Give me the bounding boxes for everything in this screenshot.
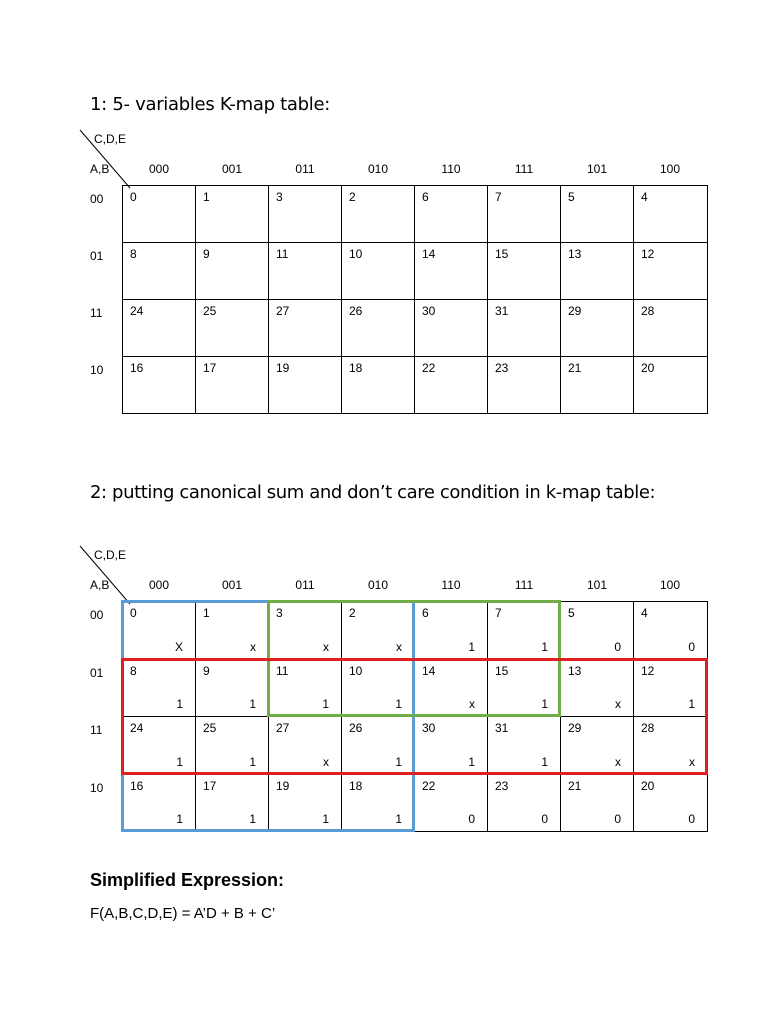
- row-header: 00: [90, 192, 104, 206]
- kmap-cell: [415, 602, 488, 660]
- column-header: 010: [367, 162, 389, 176]
- cell-index: 21: [568, 361, 582, 375]
- cell-value: 1: [688, 697, 695, 711]
- kmap-cell: [415, 660, 488, 718]
- column-header: 110: [441, 578, 461, 592]
- cell-index: 4: [641, 606, 648, 620]
- row-header: 00: [90, 608, 104, 622]
- kmap-cell: [342, 243, 415, 300]
- cell-value: 1: [249, 697, 256, 711]
- cell-index: 7: [495, 190, 502, 204]
- cell-index: 3: [276, 190, 283, 204]
- column-header: 100: [659, 578, 681, 592]
- kmap-cell: [415, 775, 488, 833]
- kmap-cell: [488, 186, 561, 243]
- cell-index: 23: [495, 361, 509, 375]
- column-header: 001: [221, 578, 243, 592]
- kmap-cell: [415, 186, 488, 243]
- kmap-cell: [123, 357, 196, 414]
- kmap-cell: [634, 300, 708, 357]
- kmap-cell: [415, 357, 488, 414]
- kmap-cell: [561, 717, 634, 775]
- kmap-cell: [634, 243, 708, 300]
- cell-value: x: [323, 639, 329, 654]
- column-header: 000: [148, 162, 170, 176]
- cell-index: 1: [203, 190, 210, 204]
- cell-value: 0: [614, 639, 621, 654]
- kmap-cell: [342, 300, 415, 357]
- kmap-cell: [488, 357, 561, 414]
- cell-index: 16: [130, 361, 144, 375]
- kmap-cell: [488, 717, 561, 775]
- cell-value: 1: [249, 754, 256, 769]
- cell-value: 1: [395, 697, 402, 711]
- cell-value: 1: [322, 697, 329, 711]
- row-header: 01: [90, 665, 104, 680]
- cell-index: 26: [349, 721, 363, 735]
- cell-value: 0: [468, 812, 475, 826]
- kmap-cell: [123, 186, 196, 243]
- cell-index: 5: [568, 606, 575, 620]
- kmap-cell: [123, 717, 196, 775]
- kmap-cell: [269, 602, 342, 660]
- cell-index: 9: [203, 247, 210, 261]
- cell-index: 30: [422, 304, 436, 318]
- cell-index: 0: [130, 606, 137, 620]
- cell-index: 2: [349, 606, 356, 620]
- cell-index: 14: [422, 247, 436, 261]
- cell-index: 2: [349, 190, 356, 204]
- kmap-cell: [561, 775, 634, 833]
- cell-index: 25: [203, 721, 217, 735]
- cell-index: 21: [568, 778, 582, 793]
- kmap-cell: [342, 602, 415, 660]
- cell-value: x: [689, 754, 695, 769]
- cell-value: 1: [176, 812, 183, 826]
- cell-index: 17: [203, 361, 217, 375]
- kmap-cell: [196, 602, 269, 660]
- kmap-cell: [488, 775, 561, 833]
- column-header: 110: [441, 162, 461, 176]
- kmap-cell: [269, 717, 342, 775]
- cell-value: 1: [541, 697, 548, 711]
- column-header: 010: [367, 578, 389, 592]
- cell-index: 25: [203, 304, 217, 318]
- kmap-cell: [196, 243, 269, 300]
- cell-value: 1: [395, 754, 402, 769]
- cell-index: 12: [641, 663, 655, 678]
- cell-index: 6: [422, 606, 429, 620]
- top-variables-label: C,D,E: [94, 132, 127, 146]
- cell-index: 10: [349, 247, 363, 261]
- kmap-cell: [269, 300, 342, 357]
- cell-value: 1: [249, 812, 256, 826]
- kmap-cell: [269, 357, 342, 414]
- kmap-cell: [269, 660, 342, 718]
- kmap-cell: [269, 243, 342, 300]
- cell-index: 27: [276, 304, 290, 318]
- column-header: 111: [514, 162, 534, 176]
- cell-index: 19: [276, 361, 290, 375]
- kmap-cell: [634, 660, 708, 718]
- cell-value: 1: [176, 754, 183, 769]
- cell-index: 15: [495, 247, 509, 261]
- cell-index: 12: [641, 247, 655, 261]
- kmap-grid: [122, 601, 708, 832]
- section1-heading: 1: 5- variables K-map table:: [90, 94, 330, 115]
- cell-value: 1: [541, 639, 548, 654]
- kmap-cell: [123, 775, 196, 833]
- cell-index: 8: [130, 247, 137, 261]
- kmap-cell: [634, 717, 708, 775]
- kmap-filled-table: [0, 546, 768, 866]
- kmap-cell: [269, 775, 342, 833]
- row-header: 11: [90, 723, 103, 737]
- kmap-cell: [196, 300, 269, 357]
- section3-heading: Simplified Expression:: [90, 870, 285, 890]
- cell-index: 23: [495, 778, 509, 793]
- cell-value: x: [323, 754, 329, 769]
- simplified-expression: F(A,B,C,D,E) = A’D + B + C’: [90, 905, 276, 922]
- column-header: 001: [221, 162, 243, 176]
- kmap-cell: [123, 602, 196, 660]
- cell-index: 16: [130, 778, 144, 793]
- kmap-cell: [123, 243, 196, 300]
- kmap-cell: [561, 300, 634, 357]
- kmap-cell: [415, 717, 488, 775]
- cell-index: 29: [568, 721, 582, 735]
- column-header: 111: [514, 578, 534, 592]
- kmap-cell: [634, 357, 708, 414]
- kmap-cell: [196, 186, 269, 243]
- cell-value: x: [469, 697, 475, 711]
- cell-index: 9: [203, 663, 210, 678]
- kmap-cell: [123, 660, 196, 718]
- cell-index: 13: [568, 663, 582, 678]
- column-header: 100: [659, 162, 681, 176]
- kmap-cell: [196, 357, 269, 414]
- row-header: 10: [90, 780, 104, 795]
- kmap-grid: [122, 185, 708, 414]
- cell-index: 0: [130, 190, 137, 204]
- cell-value: 1: [322, 812, 329, 826]
- cell-index: 8: [130, 663, 137, 678]
- kmap-cell: [196, 660, 269, 718]
- cell-index: 6: [422, 190, 429, 204]
- cell-index: 5: [568, 190, 575, 204]
- cell-value: x: [615, 754, 621, 769]
- cell-index: 24: [130, 721, 144, 735]
- kmap-cell: [488, 300, 561, 357]
- kmap-cell: [269, 186, 342, 243]
- cell-value: x: [615, 697, 621, 711]
- cell-index: 18: [349, 361, 363, 375]
- cell-index: 13: [568, 247, 582, 261]
- cell-value: 0: [688, 639, 695, 654]
- column-header: 000: [148, 578, 170, 592]
- cell-index: 10: [349, 663, 363, 678]
- kmap-cell: [342, 775, 415, 833]
- kmap-cell: [488, 243, 561, 300]
- cell-index: 1: [203, 606, 210, 620]
- kmap-cell: [415, 300, 488, 357]
- column-header: 011: [295, 578, 315, 592]
- cell-value: 1: [468, 639, 475, 654]
- cell-value: 1: [468, 754, 475, 769]
- cell-value: 0: [541, 812, 548, 826]
- column-header: 101: [586, 162, 608, 176]
- left-variables-label: A,B: [90, 578, 110, 592]
- kmap-cell: [488, 602, 561, 660]
- cell-index: 3: [276, 606, 283, 620]
- cell-index: 24: [130, 304, 144, 318]
- cell-index: 19: [276, 778, 290, 793]
- cell-index: 11: [276, 663, 289, 678]
- kmap-cell: [634, 602, 708, 660]
- column-header: 101: [586, 578, 608, 592]
- cell-index: 28: [641, 304, 655, 318]
- cell-index: 30: [422, 721, 436, 735]
- cell-index: 31: [495, 304, 509, 318]
- cell-value: 1: [176, 697, 183, 711]
- kmap-cell: [342, 357, 415, 414]
- left-variables-label: A,B: [90, 162, 110, 176]
- top-variables-label: C,D,E: [94, 548, 127, 562]
- cell-index: 7: [495, 606, 502, 620]
- section2-heading: 2: putting canonical sum and don’t care condition in k-map table:: [90, 482, 656, 503]
- cell-index: 20: [641, 361, 655, 375]
- cell-value: x: [250, 639, 256, 654]
- kmap-cell: [415, 243, 488, 300]
- cell-index: 31: [495, 721, 509, 735]
- cell-value: 0: [614, 812, 621, 826]
- kmap-cell: [342, 717, 415, 775]
- cell-index: 22: [422, 361, 436, 375]
- row-header: 01: [90, 249, 104, 263]
- cell-index: 18: [349, 778, 363, 793]
- cell-value: 1: [541, 754, 548, 769]
- cell-index: 15: [495, 663, 509, 678]
- cell-index: 22: [422, 778, 436, 793]
- kmap-cell: [634, 775, 708, 833]
- cell-index: 4: [641, 190, 648, 204]
- kmap-cell: [196, 717, 269, 775]
- kmap-cell: [196, 775, 269, 833]
- column-header: 011: [295, 162, 315, 176]
- cell-index: 28: [641, 721, 655, 735]
- cell-value: 1: [395, 812, 402, 826]
- kmap-cell: [561, 660, 634, 718]
- kmap-cell: [342, 186, 415, 243]
- cell-index: 14: [422, 663, 436, 678]
- kmap-cell: [123, 300, 196, 357]
- cell-index: 17: [203, 778, 217, 793]
- kmap-cell: [634, 186, 708, 243]
- kmap-template-table: [0, 130, 768, 450]
- cell-value: X: [174, 639, 183, 654]
- kmap-cell: [488, 660, 561, 718]
- cell-index: 20: [641, 778, 655, 793]
- cell-value: x: [396, 639, 402, 654]
- cell-index: 26: [349, 304, 363, 318]
- row-header: 10: [90, 363, 104, 377]
- cell-index: 29: [568, 304, 582, 318]
- kmap-cell: [561, 602, 634, 660]
- kmap-cell: [561, 357, 634, 414]
- row-header: 11: [90, 306, 103, 320]
- cell-value: 0: [688, 812, 695, 826]
- kmap-cell: [342, 660, 415, 718]
- cell-index: 11: [276, 247, 289, 261]
- kmap-cell: [561, 243, 634, 300]
- kmap-cell: [561, 186, 634, 243]
- cell-index: 27: [276, 721, 290, 735]
